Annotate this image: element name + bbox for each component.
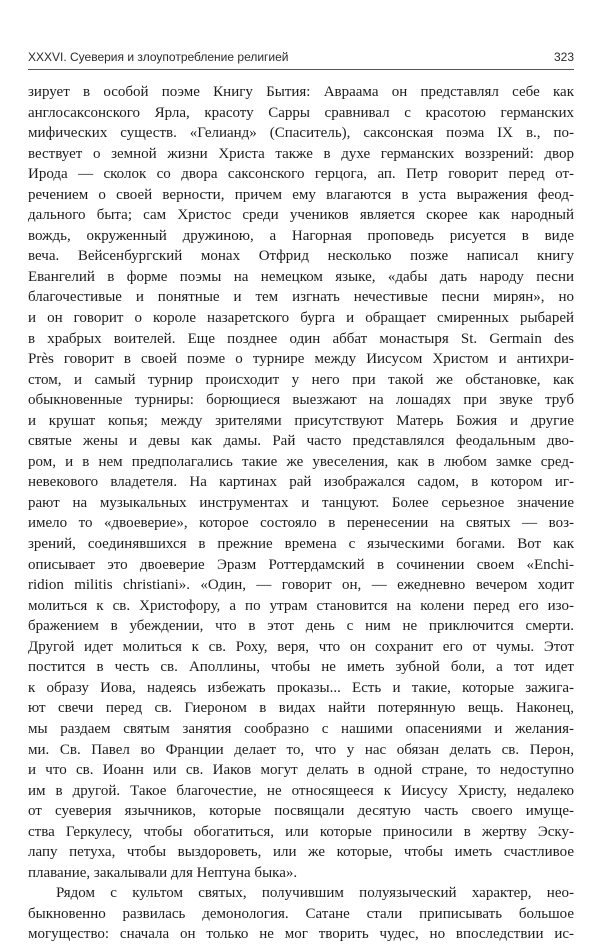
- text-line: и он говорит о короле назаретского бурга и обращает смиренных рыбарей: [28, 310, 574, 327]
- text-line: им в другой. Такое благочестие, не относящееся к Иисусу Христу, недалеко: [28, 782, 574, 799]
- text-line: Ирода — сколок со двора саксонского герцога, ап. Петр говорит перед от-: [28, 166, 574, 183]
- text-line: Евангелий в форме поэмы на немецком языке, «дабы дать народу песни: [28, 268, 574, 285]
- text-line: речением о своей верности, причем ему влагаются в уста выражения феод-: [28, 186, 574, 203]
- text-line: святые жены и девы как дамы. Рай часто представлялся феодальным дво-: [28, 433, 574, 450]
- text-line: веча. Вейсенбургский монах Отфрид несколько позже написал книгу: [28, 248, 574, 265]
- text-line: дального быта; сам Христос среди учеников является скорее как народный: [28, 207, 574, 224]
- text-line: от суеверия язычников, которые посвящали десятую часть своего имуще-: [28, 803, 574, 820]
- text-line: бражением в убеждении, что в этот день с ним не приключится смерти.: [28, 618, 574, 635]
- text-line: вествует о земной жизни Христа также в духе германских воззрений: двор: [28, 145, 574, 162]
- text-line: ства Геркулесу, чтобы обогатиться, или которые приносили в жертву Эску-: [28, 823, 574, 840]
- text-line: могущество: сначала он только не мог творить чудес, но впоследствии ис-: [28, 926, 574, 943]
- text-line: в храбрых воителей. Еще позднее один аббат монастыря St. Germain des: [28, 330, 574, 347]
- text-line: лапу петуха, чтобы выздороветь, или же которые, чтобы иметь счастливое: [28, 844, 574, 861]
- text-line: молиться к св. Христофору, а по утрам становится на колени перед его изо-: [28, 597, 574, 614]
- text-line: и что св. Иоанн или св. Иаков могут делать в одной стране, то недоступно: [28, 762, 574, 779]
- text-line: быкновенно развилась демонология. Сатане стали приписывать большое: [28, 905, 574, 922]
- text-line: мифических существ. «Гелианд» (Спаситель), саксонская поэма IX в., по-: [28, 125, 574, 142]
- text-line: и крушат копья; между зрителями присутствуют Матерь Божия и другие: [28, 412, 574, 429]
- text-line: ми. Св. Павел во Франции делает то, что у нас обязан делать св. Перон,: [28, 741, 574, 758]
- text-line: к образу Иова, надеясь избежать проказы... Есть и такие, которые зажига-: [28, 679, 574, 696]
- text-line: постится в честь св. Аполлины, чтобы не иметь зубной боли, а тот идет: [28, 659, 574, 676]
- text-line: невекового владетеля. На картинах рай изображался садом, в котором иг-: [28, 474, 574, 491]
- text-line: стом, и самый турнир происходит у него при такой же обстановке, как: [28, 371, 574, 388]
- text-line: Рядом с культом святых, получившим полуязыческий характер, нео-: [56, 885, 574, 902]
- text-line: Другой идет молиться к св. Роху, веря, что он сохранит его от чумы. Этот: [28, 638, 574, 655]
- text-line: мы раздаем святым занятия сообразно с нашими опасениями и желания-: [28, 720, 574, 737]
- text-line: вождь, окруженный дружиною, а Нагорная проповедь рисуется в виде: [28, 227, 574, 244]
- text-line: зрений, соединявшихся в прежние времена с языческими богами. Вот как: [28, 536, 574, 553]
- text-line: рают на музыкальных инструментах и танцуют. Более серьезное значение: [28, 494, 574, 511]
- text-line: ют свечи перед св. Гиероном в видах найти потерянную вещь. Наконец,: [28, 700, 574, 717]
- text-line: зирует в особой поэме Книгу Бытия: Авраама он представлял себе как: [28, 84, 574, 100]
- page-number: 323: [553, 50, 574, 64]
- text-line: обыкновенные турниры: борющиеся выезжают на лошадях при звуке труб: [28, 392, 574, 409]
- text-line: англосаксонского Ярла, красоту Сарры сравнивал с красотою германских: [28, 104, 574, 121]
- text-line: имело то «двоеверие», которое состояло в перенесении на святых — воз-: [28, 515, 574, 532]
- chapter-title: XXXVI. Суеверия и злоупотребление религией: [28, 50, 289, 64]
- running-header: [28, 50, 574, 74]
- body-text: [28, 82, 574, 945]
- text-line: плавание, закалывали для Нептуна быка».: [28, 864, 298, 881]
- text-line: Près говорит в своей поэме о турнире между Иисусом Христом и антихри-: [28, 351, 574, 368]
- text-line: ridion militis christiani». «Один, — говорит он, — ежедневно вечером ходит: [28, 577, 574, 594]
- text-line: ром, и в нем предполагались такие же увеселения, как в любом замке сред-: [28, 453, 574, 470]
- text-line: благочестивые и понятные и тем изгнать нечестивые песни мирян», но: [28, 289, 574, 306]
- header-divider: [28, 69, 574, 70]
- text-line: описывает это двоеверие Эразм Роттердамский в сочинении своем «Enchi-: [28, 556, 574, 573]
